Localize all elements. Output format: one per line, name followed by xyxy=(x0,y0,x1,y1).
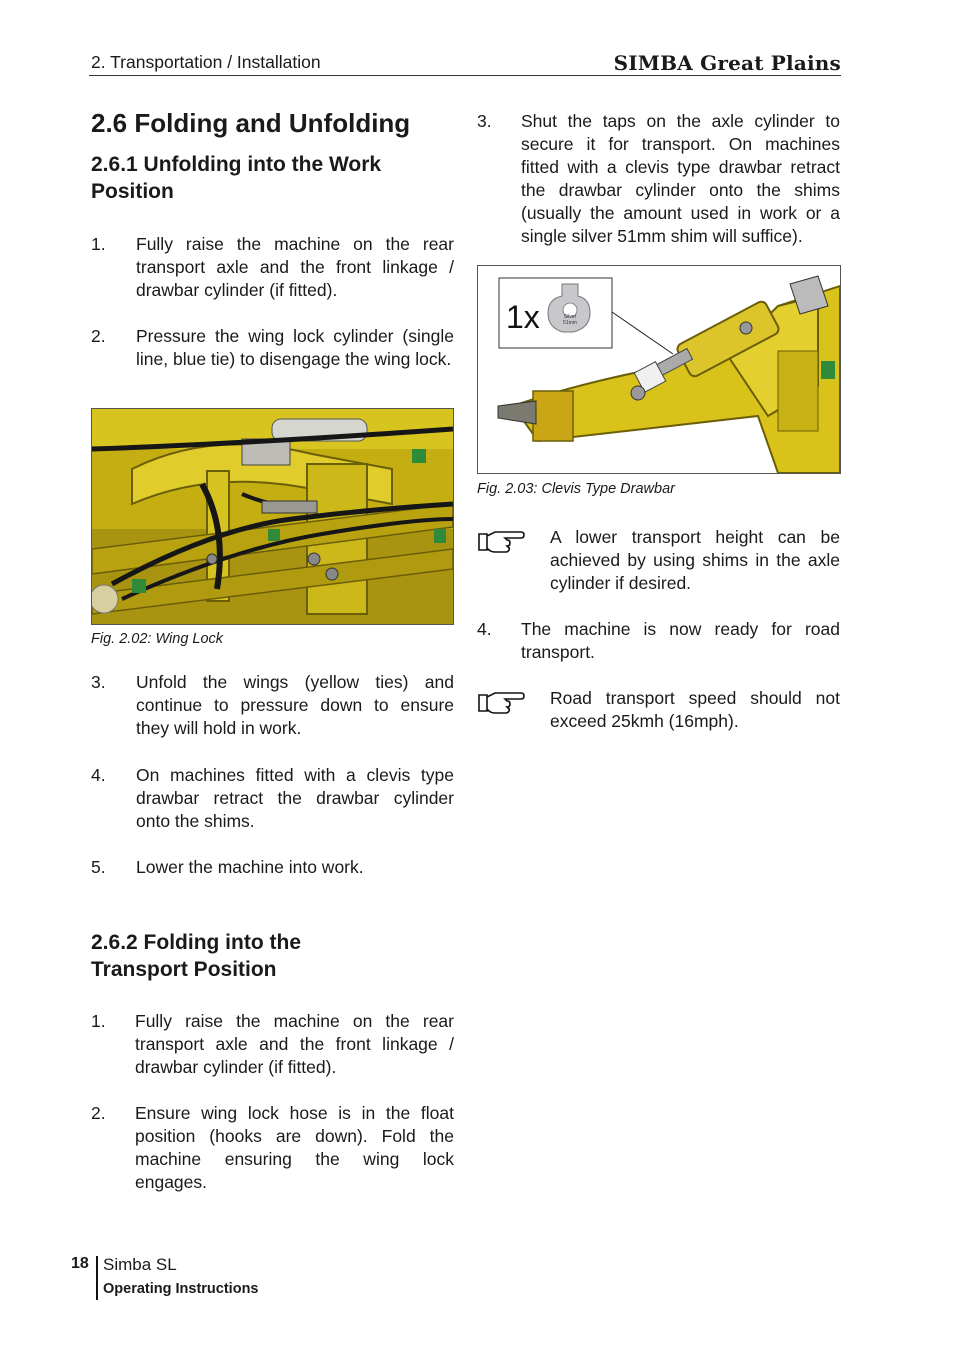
figure-caption-wing-lock: Fig. 2.02: Wing Lock xyxy=(91,631,224,647)
footer-divider xyxy=(96,1256,98,1300)
fig-shim-count: 1x xyxy=(506,299,540,335)
note-transport-height: A lower transport height can be achieved by using shims in the axle cylinder if desired. xyxy=(477,526,840,595)
pointing-hand-icon xyxy=(477,526,527,556)
footer-product: Simba SL xyxy=(103,1255,177,1274)
list-item: 1. Fully raise the machine on the rear transport axle and the front linkage / drawbar cylinder (if fitted). xyxy=(91,234,454,300)
list-item: 4. The machine is now ready for road transport. xyxy=(477,619,840,662)
shim-label-2: 51mm xyxy=(563,320,577,326)
list-item: 2. Pressure the wing lock cylinder (single line, blue tie) to disengage the wing lock. xyxy=(91,326,454,369)
right-column xyxy=(477,0,840,1250)
page-number: 18 xyxy=(71,1255,89,1272)
page-title: 2.6 Folding and Unfolding xyxy=(91,108,411,138)
subsection-title-unfold: 2.6.1 Unfolding into the Work Position xyxy=(91,153,382,203)
list-item: 1. Fully raise the machine on the rear transport axle and the front linkage / drawbar cylinder (if fitted). xyxy=(91,1011,454,1077)
header-section: 2. Transportation / Installation xyxy=(91,52,321,72)
note-road-speed: Road transport speed should not exceed 25kmh (16mph). xyxy=(477,687,840,733)
figure-clevis-drawbar xyxy=(477,265,841,474)
footer-doc-type: Operating Instructions xyxy=(103,1281,259,1297)
wing-lock-illustration xyxy=(92,409,453,624)
figure-wing-lock xyxy=(91,408,454,625)
left-column xyxy=(91,0,454,1250)
figure-caption-clevis: Fig. 2.03: Clevis Type Drawbar xyxy=(477,481,675,497)
subsection-title-fold: 2.6.2 Folding into the Transport Position xyxy=(91,931,301,981)
pointing-hand-icon xyxy=(477,687,527,717)
brand-logo: SIMBA Great Plains xyxy=(613,51,841,75)
clevis-drawbar-illustration xyxy=(478,266,840,473)
list-item: 3. Unfold the wings (yellow ties) and continue to pressure down to ensure they will hold in work. xyxy=(91,672,454,738)
list-item: 5. Lower the machine into work. xyxy=(91,857,364,877)
list-item: 3. Shut the taps on the axle cylinder to secure it for transport. On machines fitted with a clevis type drawbar retract the drawbar cylinder onto the shims (usually the amount used in work or a single silver 51mm shim will suffice). xyxy=(477,111,840,246)
list-item: 4. On machines fitted with a clevis type drawbar retract the drawbar cylinder onto the shims. xyxy=(91,765,454,831)
list-item: 2. Ensure wing lock hose is in the float position (hooks are down). Fold the machine ensuring the wing lock engages. xyxy=(91,1103,454,1192)
shim-label-1: Silver xyxy=(563,314,577,320)
